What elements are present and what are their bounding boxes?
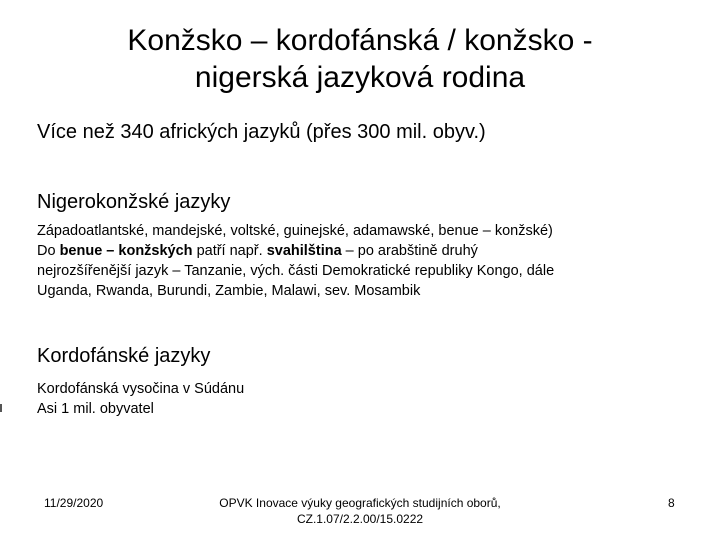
section1-heading: Nigerokonžské jazyky <box>37 191 231 213</box>
footer-center-line-1: OPVK Inovace výuky geografických studijních oborů, <box>219 496 501 510</box>
title-line-2: nigerská jazyková rodina <box>194 61 526 94</box>
footer-date: 11/29/2020 <box>44 496 104 510</box>
footer-center <box>175 495 545 527</box>
section2-line-1: Kordofánská vysočina v Súdánu <box>37 381 245 397</box>
do-text: Do <box>37 243 60 259</box>
footer-center-line-2: CZ.1.07/2.2.00/15.0222 <box>296 512 424 526</box>
slide-title <box>40 22 680 96</box>
section2-line-2: Asi 1 mil. obyvatel <box>37 401 154 417</box>
intro-text: Více než 340 afrických jazyků (přes 300 mil. obyv.) <box>37 121 486 143</box>
section1-line-4: Uganda, Rwanda, Burundi, Zambie, Malawi, sev. Mosambik <box>37 283 421 299</box>
section1-body <box>37 221 687 301</box>
patri-text: patří např. <box>192 243 267 259</box>
section1-line-1: Západoatlantské, mandejské, voltské, guinejské, adamawské, benue – konžské) <box>37 223 553 239</box>
section2-heading: Kordofánské jazyky <box>37 345 211 367</box>
section1-line-3: nejrozšířenější jazyk – Tanzanie, vých. části Demokratické republiky Kongo, dále <box>37 263 555 279</box>
section2-body <box>37 379 687 419</box>
svahilstina-bold: svahilština <box>266 243 342 259</box>
title-line-1: Konžsko – kordofánská / konžsko - <box>127 24 593 57</box>
rest-text: – po arabštině druhý <box>341 243 478 259</box>
benue-konzske-bold: benue – konžských <box>59 243 193 259</box>
edge-mark <box>0 404 2 412</box>
section1-line-2 <box>37 241 687 261</box>
page-number: 8 <box>668 496 675 510</box>
